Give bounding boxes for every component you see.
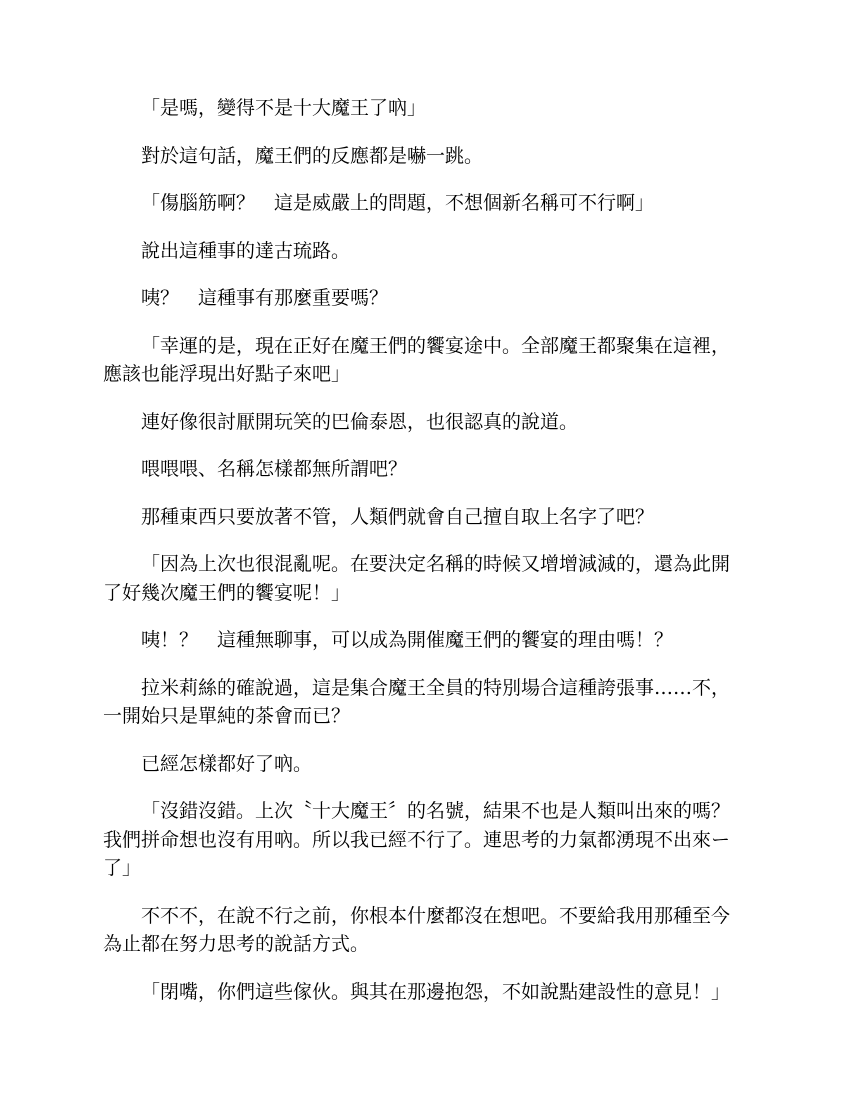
paragraph-12: 拉米莉絲的確說過，這是集合魔王全員的特別場合這種誇張事……不，一開始只是單純的茶會而已？: [103, 676, 731, 727]
paragraph-7: 連好像很討厭開玩笑的巴倫泰恩，也很認真的說道。: [141, 410, 579, 433]
paragraph-9: 那種東西只要放著不管，人類們就會自己擅自取上名字了吧？: [141, 505, 655, 528]
paragraph-3: 「傷腦筋啊？ 這是威嚴上的問題，不想個新名稱可不行啊」: [141, 192, 655, 214]
paragraph-10: 「因為上次也很混亂呢。在要決定名稱的時候又增增減減的，還為此開了好幾次魔王們的饗宴呢！」: [103, 553, 731, 604]
paragraph-8: 喂喂喂、名稱怎樣都無所謂吧？: [141, 458, 408, 480]
document-body: [103, 94, 748, 1025]
paragraph-6: 「幸運的是，現在正好在魔王們的饗宴途中。全部魔王都聚集在這裡，應該也能浮現出好點子來吧」: [103, 334, 731, 385]
paragraph-16: 「閉嘴，你們這些傢伙。與其在那邊抱怨，不如說點建設性的意見！」: [141, 980, 731, 1003]
paragraph-14: 「沒錯沒錯。上次〝十大魔王〞的名號，結果不也是人類叫出來的嗎？ 我們拼命想也沒有用吶。所以我已經不行了。連思考的力氣都湧現不出來ー了」: [103, 800, 750, 879]
paragraph-15: 不不不，在說不行之前，你根本什麼都沒在想吧。不要給我用那種至今為止都在努力思考的說話方式。: [103, 904, 731, 955]
paragraph-11: 咦！？ 這種無聊事，可以成為開催魔王們的饗宴的理由嗎！？: [141, 629, 674, 651]
paragraph-1: 「是嗎，變得不是十大魔王了吶」: [141, 97, 427, 119]
paragraph-5: 咦？ 這種事有那麼重要嗎？: [141, 287, 389, 309]
paragraph-4: 說出這種事的達古琉路。: [141, 239, 351, 262]
paragraph-13: 已經怎樣都好了吶。: [141, 752, 313, 775]
paragraph-2: 對於這句話，魔王們的反應都是嚇一跳。: [141, 144, 484, 167]
